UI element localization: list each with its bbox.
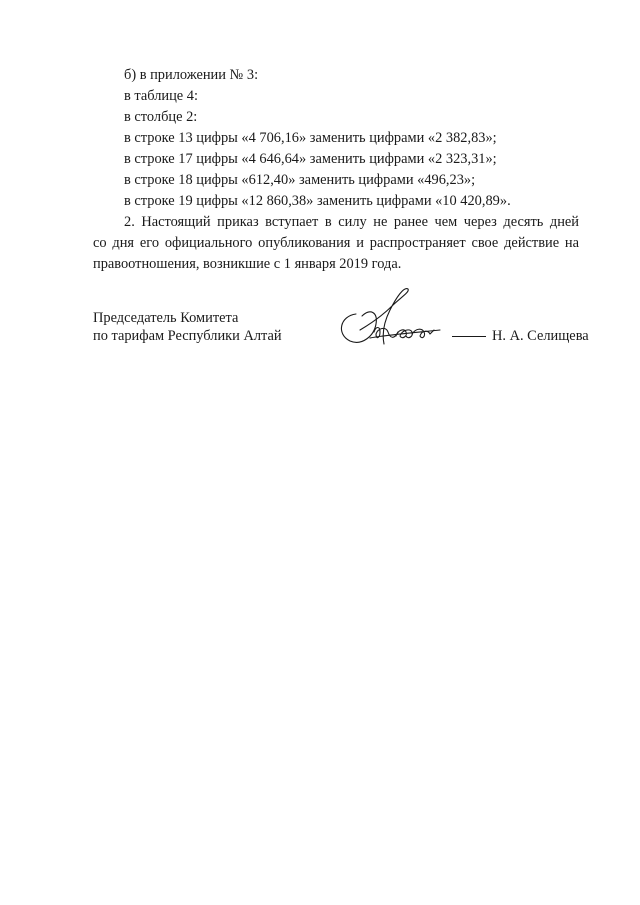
amendment-line-appendix: б) в приложении № 3: bbox=[124, 67, 259, 83]
amendment-line-row-18: в строке 18 цифры «612,40» заменить цифрами «496,23»; bbox=[124, 172, 476, 188]
handwritten-signature bbox=[330, 286, 450, 356]
amendment-line-column: в столбце 2: bbox=[124, 109, 198, 125]
signatory-name: Н. А. Селищева bbox=[492, 328, 589, 344]
signatory-position-line-1: Председатель Комитета bbox=[93, 310, 239, 326]
amendment-line-row-19: в строке 19 цифры «12 860,38» заменить цифрами «10 420,89». bbox=[124, 193, 511, 209]
signatory-position-line-2: по тарифам Республики Алтай bbox=[93, 328, 282, 344]
amendment-line-table: в таблице 4: bbox=[124, 88, 198, 104]
signature-dash bbox=[452, 336, 486, 337]
signatory-name-line bbox=[452, 327, 589, 345]
amendment-line-row-17: в строке 17 цифры «4 646,64» заменить цифрами «2 323,31»; bbox=[124, 151, 497, 167]
amendment-line-row-13: в строке 13 цифры «4 706,16» заменить цифрами «2 382,83»; bbox=[124, 130, 497, 146]
signatory-position bbox=[93, 309, 282, 345]
paragraph-2-line-2: со дня его официального опубликования и распространяет свое действие на bbox=[93, 235, 579, 251]
paragraph-2-line-1: 2. Настоящий приказ вступает в силу не ранее чем через десять дней bbox=[124, 214, 579, 230]
paragraph-2-line-3: правоотношения, возникшие с 1 января 2019 года. bbox=[93, 256, 402, 272]
